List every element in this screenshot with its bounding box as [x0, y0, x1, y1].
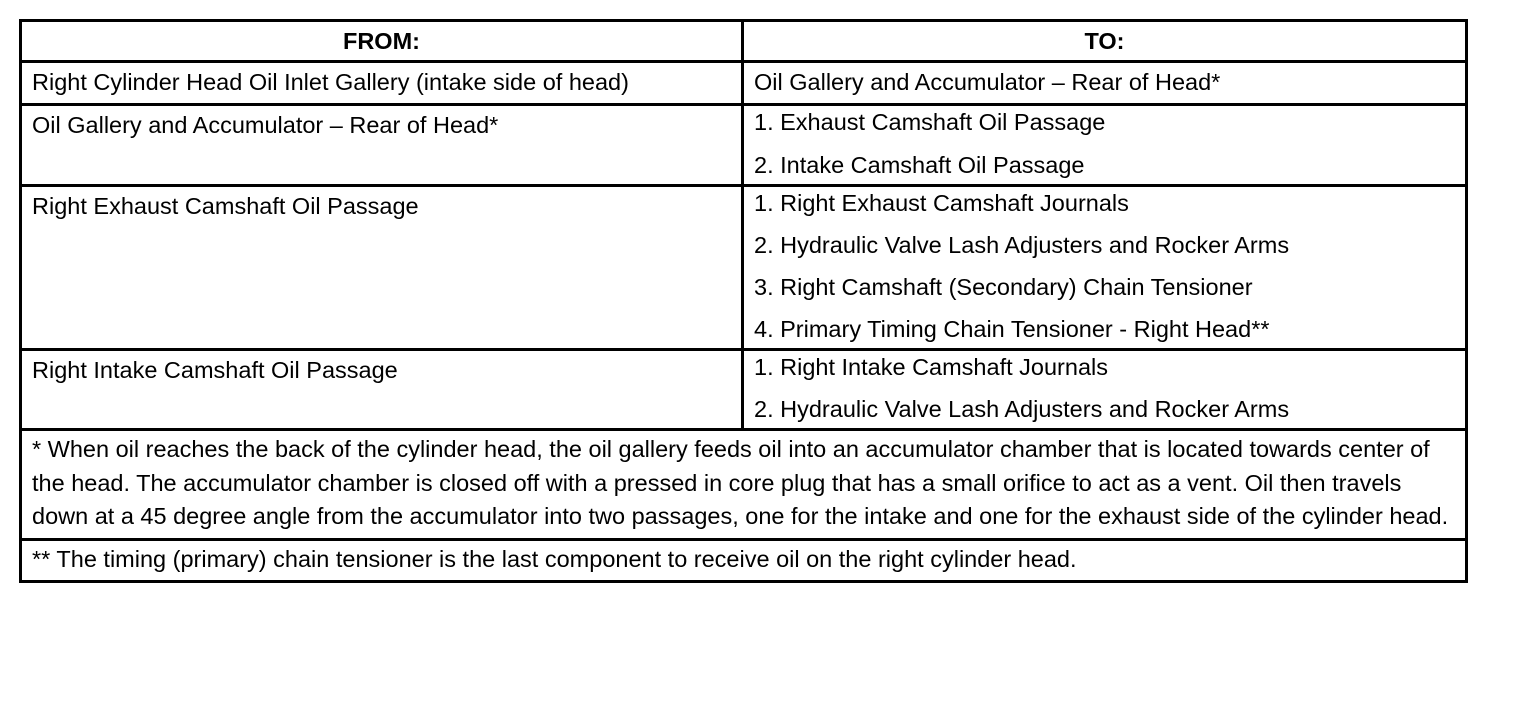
from-cell: [21, 350, 743, 430]
table-row: [21, 185, 1467, 350]
list-item: 2. Intake Camshaft Oil Passage: [754, 151, 1085, 178]
to-cell: [743, 105, 1467, 185]
to-header: TO:: [743, 21, 1467, 62]
list-item: 2. Hydraulic Valve Lash Adjusters and Rocker Arms: [754, 231, 1290, 258]
header-row: [21, 21, 1467, 62]
list-item: 4. Primary Timing Chain Tensioner - Right Head**: [754, 316, 1270, 343]
list-item: 1. Exhaust Camshaft Oil Passage: [754, 109, 1106, 136]
to-text: Oil Gallery and Accumulator – Rear of Head*: [754, 69, 1221, 96]
from-text: Right Exhaust Camshaft Oil Passage: [32, 192, 419, 219]
oil-flow-table: [19, 19, 1468, 583]
table-row: [21, 62, 1467, 105]
from-cell: [21, 105, 743, 185]
note-row: [21, 539, 1467, 581]
from-text: Oil Gallery and Accumulator – Rear of Head*: [32, 112, 499, 139]
footnote-accumulator: * When oil reaches the back of the cylinder head, the oil gallery feeds oil into an accumulator chamber that is located towards center of the head. The accumulator chamber is closed off with a pressed in core plug that has a small orifice to act as a vent. Oil then travels down at a 45 degree angle from the accumulator into two passages, one for the intake and one for the exhaust side of the cylinder head.: [21, 430, 1467, 539]
note-row: [21, 430, 1467, 539]
table-row: [21, 105, 1467, 185]
from-header: FROM:: [21, 21, 743, 62]
to-list: [754, 108, 1455, 179]
to-list: [754, 353, 1455, 424]
list-item: 3. Right Camshaft (Secondary) Chain Tensioner: [754, 273, 1253, 300]
list-item: 1. Right Intake Camshaft Journals: [754, 354, 1108, 381]
to-cell: [743, 185, 1467, 350]
from-cell: [21, 62, 743, 105]
footnote-tensioner: ** The timing (primary) chain tensioner is the last component to receive oil on the right cylinder head.: [21, 539, 1467, 581]
from-cell: [21, 185, 743, 350]
list-item: 1. Right Exhaust Camshaft Journals: [754, 189, 1129, 216]
list-item: 2. Hydraulic Valve Lash Adjusters and Rocker Arms: [754, 396, 1290, 423]
to-cell: [743, 350, 1467, 430]
to-list: [754, 189, 1455, 345]
from-text: Right Intake Camshaft Oil Passage: [32, 357, 398, 384]
from-text: Right Cylinder Head Oil Inlet Gallery (intake side of head): [32, 69, 629, 96]
table-row: [21, 350, 1467, 430]
to-cell: [743, 62, 1467, 105]
